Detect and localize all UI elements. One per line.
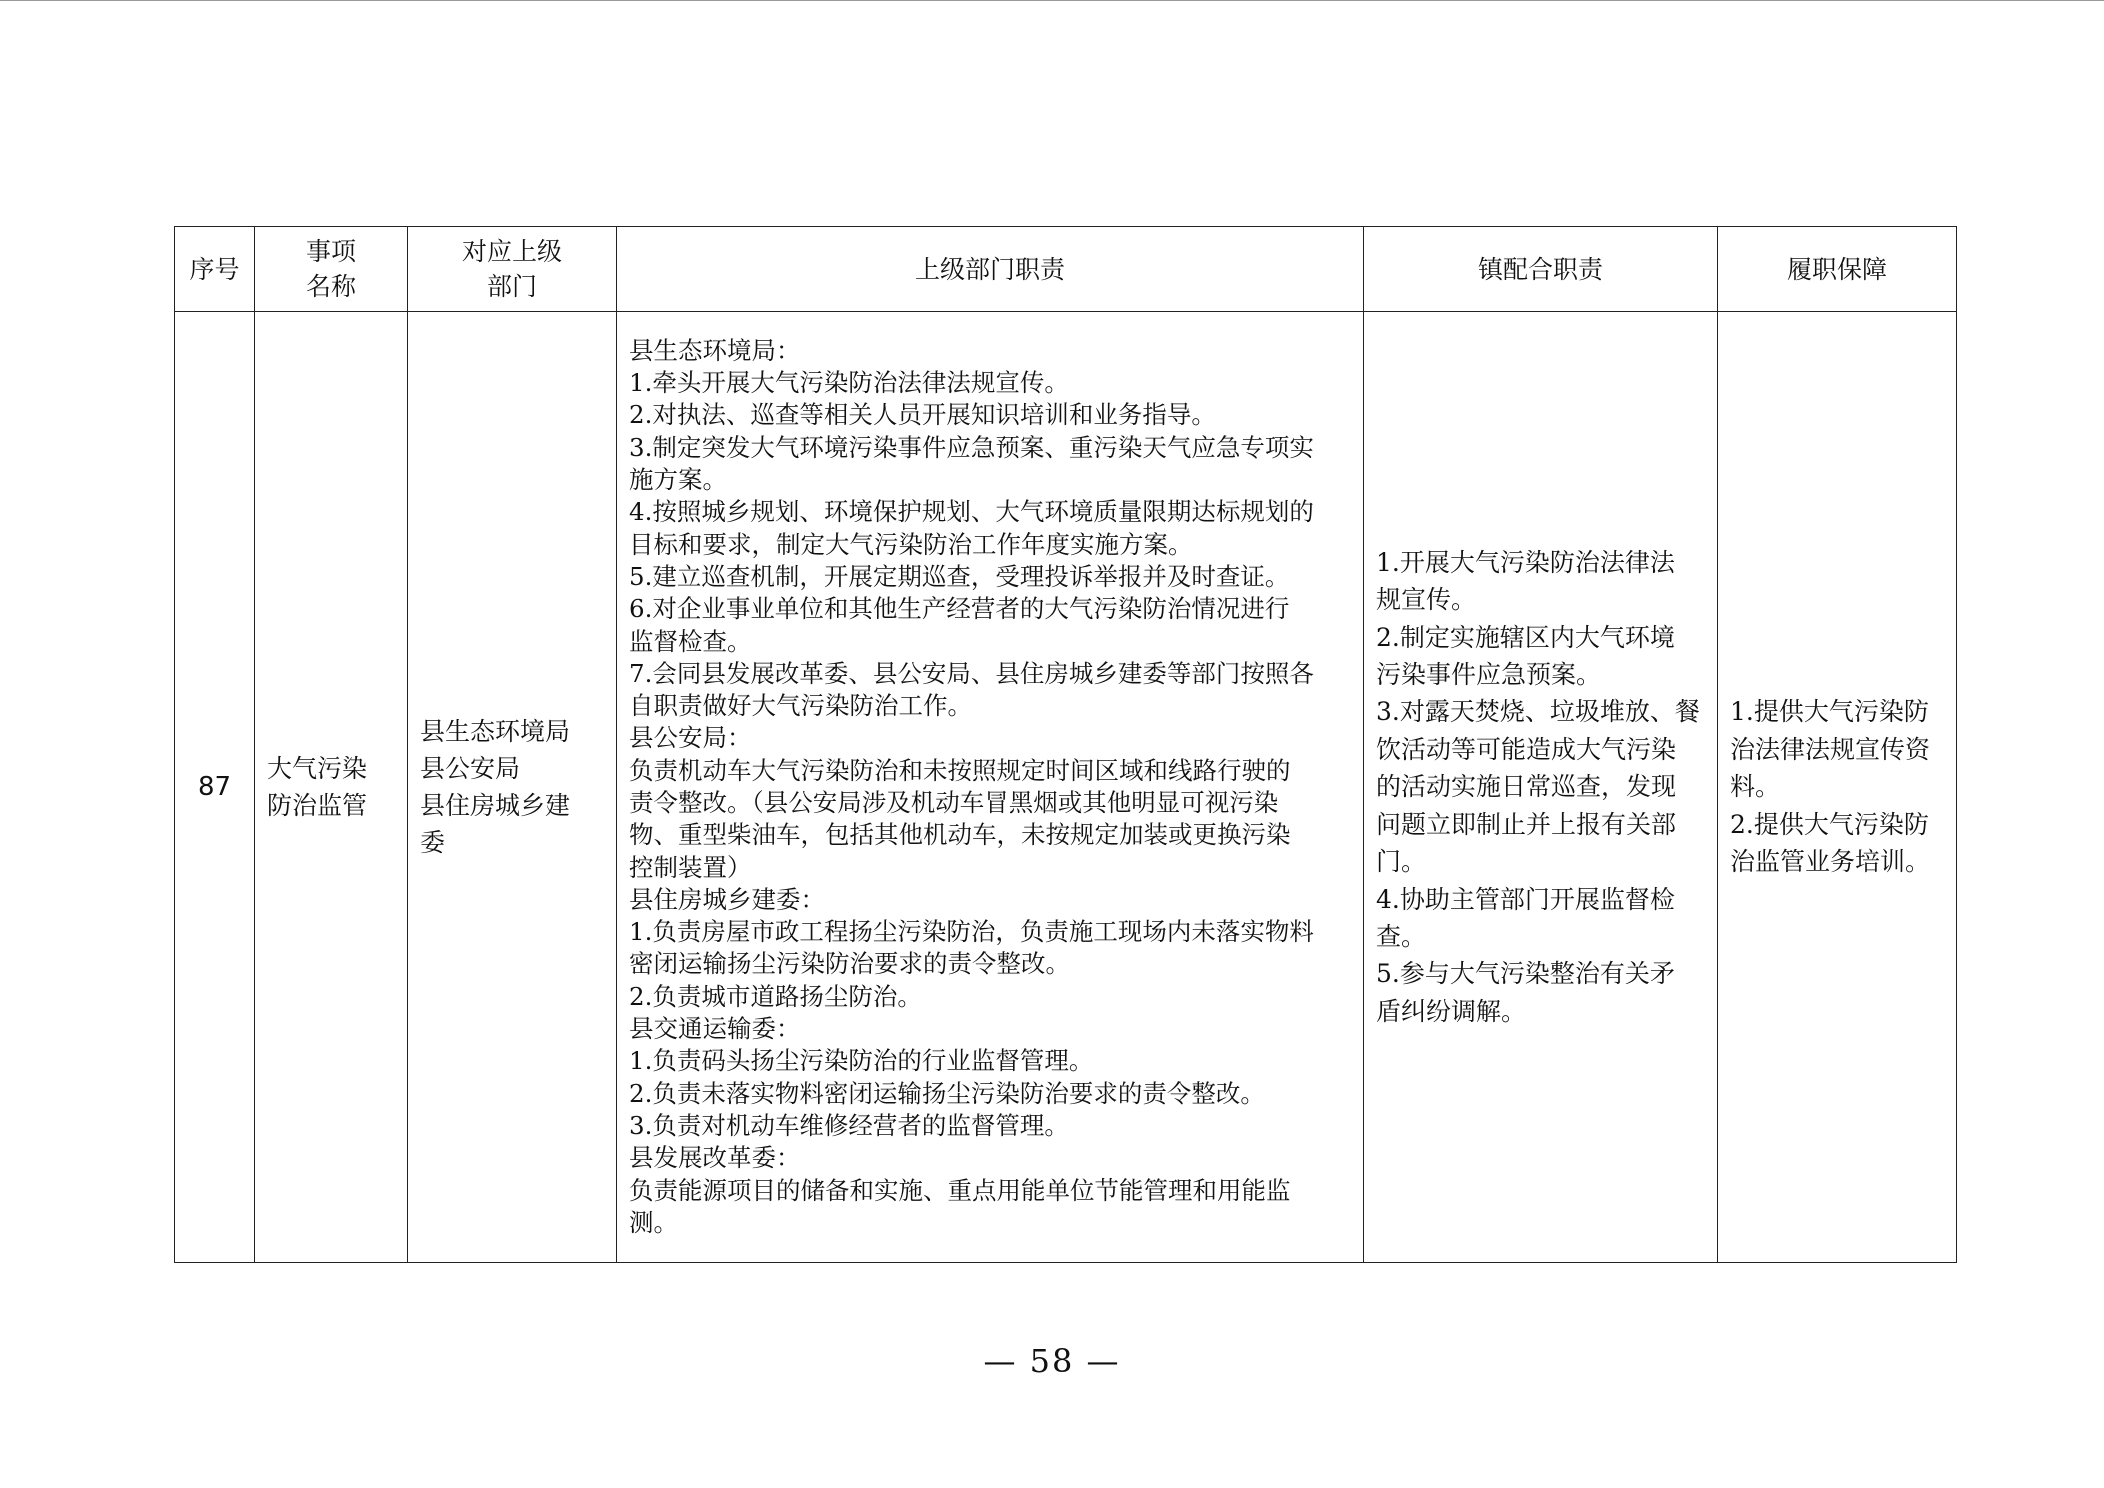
duty-table: [174, 226, 1957, 1263]
header-seq: 序号: [175, 227, 255, 312]
header-guarantee: 履职保障: [1718, 227, 1957, 312]
cell-upper-duty: 县生态环境局： 1.牵头开展大气污染防治法律法规宣传。 2.对执法、巡查等相关人员开展知识培训和业务指导。 3.制定突发大气环境污染事件应急预案、重污染天气应急专项实 施方案。 4.按照城乡规划、环境保护规划、大气环境质量限期达标规划的 目标和要求，制定大气污染防治工作年度实施方案。 5.建立巡查机制，开展定期巡查，受理投诉举报并及时查证。 6.对企业事业单位和其他生产经营者的大气污染防治情况进行 监督检查。 7.会同县发展改革委、县公安局、县住房城乡建委等部门按照各 自职责做好大气污染防治工作。 县公安局： 负责机动车大气污染防治和未按照规定时间区域和线路行驶的 责令整改。（县公安局涉及机动车冒黑烟或其他明显可视污染 物、重型柴油车，包括其他机动车，未按规定加装或更换污染 控制装置） 县住房城乡建委： 1.负责房屋市政工程扬尘污染防治，负责施工现场内未落实物料 密闭运输扬尘污染防治要求的责令整改。 2.负责城市道路扬尘防治。 县交通运输委： 1.负责码头扬尘污染防治的行业监督管理。 2.负责未落实物料密闭运输扬尘污染防治要求的责令整改。 3.负责对机动车维修经营者的监督管理。 县发展改革委： 负责能源项目的储备和实施、重点用能单位节能管理和用能监 测。: [617, 312, 1364, 1263]
header-upper-duty: 上级部门职责: [617, 227, 1364, 312]
header-item-name: 事项 名称: [255, 227, 408, 312]
page-number: — 58 —: [983, 1342, 1121, 1380]
cell-seq: 87: [175, 312, 255, 1263]
table-header-row: [175, 227, 1957, 312]
table-row: [175, 312, 1957, 1263]
header-upper-dept: 对应上级 部门: [408, 227, 617, 312]
cell-guarantee: 1.提供大气污染防 治法律法规宣传资 料。 2.提供大气污染防 治监管业务培训。: [1718, 312, 1957, 1263]
cell-upper-dept: 县生态环境局 县公安局 县住房城乡建 委: [408, 312, 617, 1263]
header-town-duty: 镇配合职责: [1364, 227, 1718, 312]
page-top-border: [0, 0, 2104, 1]
cell-item-name: 大气污染 防治监管: [255, 312, 408, 1263]
cell-town-duty: 1.开展大气污染防治法律法 规宣传。 2.制定实施辖区内大气环境 污染事件应急预案。 3.对露天焚烧、垃圾堆放、餐 饮活动等可能造成大气污染 的活动实施日常巡查，发现 问题立即制止并上报有关部 门。 4.协助主管部门开展监督检 查。 5.参与大气污染整治有关矛 盾纠纷调解。: [1364, 312, 1718, 1263]
